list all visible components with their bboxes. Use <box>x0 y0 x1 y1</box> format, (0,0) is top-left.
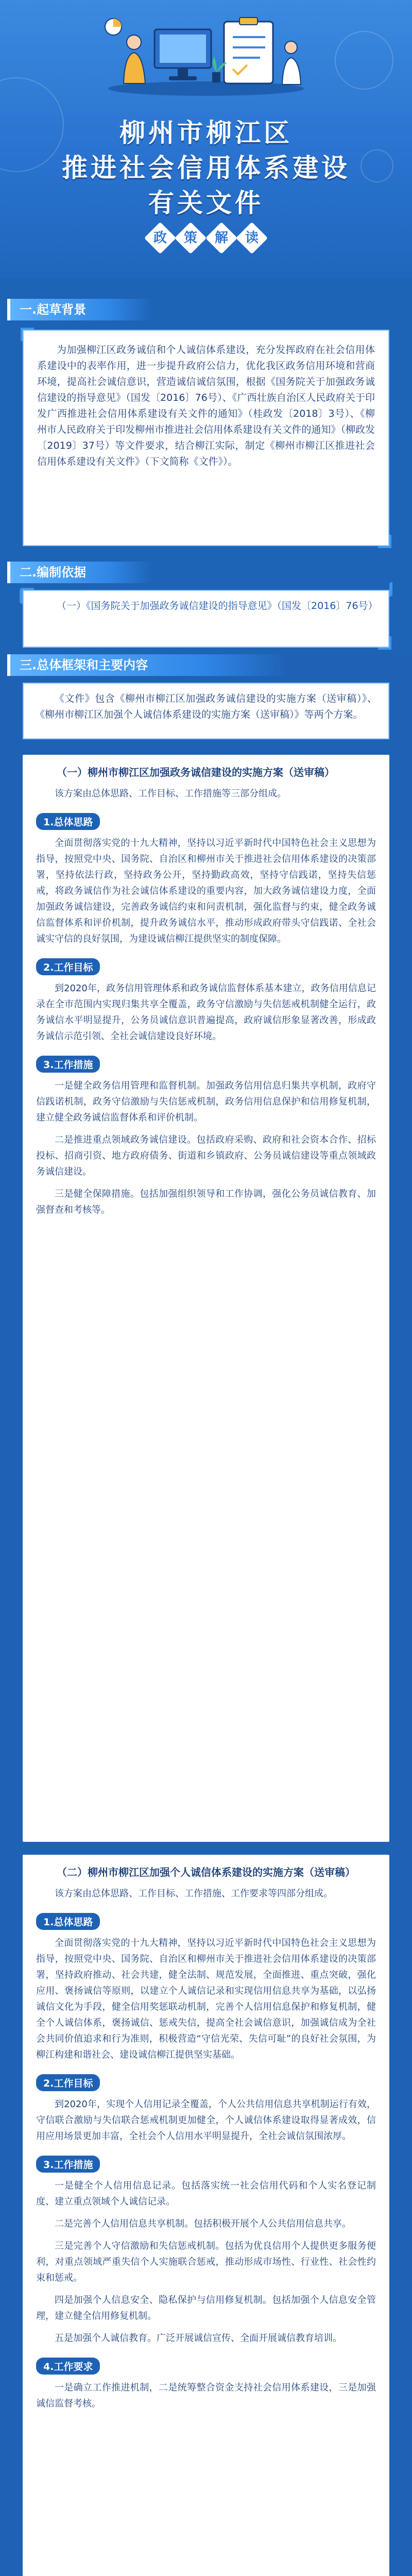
plan1-tag-measures: 3.工作措施 <box>36 1056 100 1073</box>
plan2-tag-approach: 1.总体思路 <box>36 1913 100 1930</box>
badge-char: 读 <box>236 222 268 254</box>
hero-title-line2: 推进社会信用体系建设 <box>62 153 350 183</box>
plan2-panel <box>23 1855 389 2576</box>
plan2-measure-item: 五是加强个人诚信教育。广泛开展诚信宣传、全面开展诚信教育培训。 <box>55 2333 342 2344</box>
plan2-measure-item: 三是完善个人守信激励和失信惩戒机制。包括为优良信用个人提供更多服务便利，对重点领域严重失信个人实施联合惩戒，推动形成市场性、行业性、社会性约束和惩戒。 <box>36 2241 376 2283</box>
plan1-tag-goal: 2.工作目标 <box>36 958 100 975</box>
plan2-measure-item: 一是健全个人信用信息记录。包括落实统一社会信用代码和个人实名登记制度、建立重点领域个人诚信记录。 <box>36 2180 376 2207</box>
plan2-tag-goal: 2.工作目标 <box>36 2074 100 2091</box>
office-illustration <box>98 11 314 99</box>
badge-char: 解 <box>205 222 237 254</box>
policy-badge-row <box>0 227 412 249</box>
plan1-measure-item: 三是健全保障措施。包括加强组织领导和工作协调，强化公务员诚信教育、加强督查和考核等。 <box>36 1189 376 1215</box>
plan2-approach-text: 全面贯彻落实党的十九大精神，坚持以习近平新时代中国特色社会主义思想为指导，按照党中央、国务院、自治区和柳州市关于推进社会信用体系建设的决策部署，坚持政府推动、社会共建，健全法制、规范发展，全面推进、重点突破，强化应用、褒扬诚信等原则，以建立个人诚信记录和实现信用信息共享为基础，以弘扬诚信文化为手段，健全信用奖惩联动机制，完善个人信用信息保护和修复机制，健全个人诚信体系，褒扬诚信、惩戒失信，提高全社会诚信意识，加强诚信成为全社会共同价值追求和行为准则，积极营造“守信光荣、失信可耻”的良好社会氛围，为柳江构建和谐社会、建设诚信柳江提供坚实基础。 <box>36 1938 376 2060</box>
plan1-approach-text: 全面贯彻落实党的十九大精神，坚持以习近平新时代中国特色社会主义思想为指导，按照党中央、国务院、自治区和柳州市关于推进社会信用体系建设的决策部署，坚持依法行政，坚持政务公开，坚持勤政高效，坚持守信践诺，坚持失信惩戒，将政务诚信作为社会诚信体系建设的重要内容，加大政务诚信建设力度，全面加强政务诚信建设，完善政务诚信约束和问责机制，强化监督与约束，健全政务诚信监督体系和评价机制，提升政务诚信水平，推动形成政府带头守信践诺、全社会诚实守信的良好氛围，为建设诚信柳江提供坚实的制度保障。 <box>36 838 376 944</box>
section2-header: 二.编制依据 <box>7 562 153 583</box>
plan1-measure-item: 二是推进重点领域政务诚信建设。包括政府采购、政府和社会资本合作、招标投标、招商引资、地方政府债务、街道和乡镇政府、公务员诚信建设等重点领域政务诚信建设。 <box>36 1134 376 1177</box>
badge-char: 政 <box>144 222 176 254</box>
hero-banner <box>0 0 412 278</box>
section3-header: 三.总体框架和主要内容 <box>7 654 287 676</box>
plan2-measure-item: 二是完善个人信用信息共享机制。包括积极开展个人公共信用信息共享。 <box>55 2218 351 2229</box>
plan2-title: （二）柳州市柳江区加强个人诚信体系建设的实施方案（送审稿） <box>57 1866 355 1878</box>
plan1-title: （一）柳州市柳江区加强政务诚信建设的实施方案（送审稿） <box>57 766 335 778</box>
badge-char: 策 <box>175 222 207 254</box>
plan2-goal-text: 到2020年，实现个人信用记录全覆盖，个人公共信用信息共享机制运行有效，守信联合激励与失信联合惩戒机制更加健全，个人诚信体系建设取得显著成效，信用应用场景更加丰富，全社会个人信用水平明显提升，全社会诚信氛围浓厚。 <box>36 2099 376 2142</box>
plan2-requirements-text: 一是确立工作推进机制，二是统筹整合资金支持社会信用体系建设，三是加强诚信监督考核。 <box>36 2382 376 2409</box>
decor-circle <box>335 31 393 90</box>
plan2-measure-item: 四是加强个人信息安全、隐私保护与信用修复机制。包括加强个人信息安全管理，建立健全信用修复机制。 <box>36 2295 376 2321</box>
hero-title-line3: 有关文件 <box>148 188 264 218</box>
plan2-summary: 该方案由总体思路、工作目标、工作措施、工作要求等四部分组成。 <box>55 1888 333 1899</box>
compilation-basis-references <box>23 590 389 648</box>
section1-box <box>23 330 389 546</box>
section1-body: 为加强柳江区政务诚信和个人诚信体系建设，充分发挥政府在社会信用体系建设中的表率作用，进一步提升政府公信力，优化我区政务信用环境和营商环境，提高社会诚信意识，营造诚信诚信氛围，根据《国务院关于加强政务诚信建设的指导意见》（国发〔2016〕76号）、《广西壮族自治区人民政府关于印发广西推进社会信用体系建设有关文件的通知》（桂政发〔2018〕3号）、《柳州市人民政府关于印发柳州市推进社会信用体系建设有关文件的通知》（柳政发〔2019〕37号）等文件要求，结合柳江实际，制定《柳州市柳江区推进社会信用体系建设有关文件》（下文简称《文件》）。 <box>37 344 375 467</box>
hero-title-line1: 柳州市柳江区 <box>119 118 293 148</box>
plan2-tag-measures: 3.工作措施 <box>36 2156 100 2173</box>
plan1-goal-text: 到2020年，政务信用管理体系和政务诚信监督体系基本建立，政务信用信息记录在全市范围内实现归集共享全覆盖，政务守信激励与失信惩戒机制健全运行，政务诚信水平明显提升，公务员诚信意识普遍提高，政府诚信形象显著改善，形成政务诚信示范引领、全社会诚信建设良好环境。 <box>36 983 376 1042</box>
reference-item: （一）《国务院关于加强政务诚信建设的指导意见》（国发〔2016〕76号） <box>57 600 378 612</box>
section3-intro: 《文件》包含《柳州市柳江区加强政务诚信建设的实施方案（送审稿）》、《柳州市柳江区加强个人诚信体系建设的实施方案（送审稿）》等两个方案。 <box>35 693 377 720</box>
section1-header: 一.起草背景 <box>7 299 153 320</box>
plan1-panel <box>23 755 389 1842</box>
plan1-tag-approach: 1.总体思路 <box>36 813 100 830</box>
plan2-tag-requirements: 4.工作要求 <box>36 2358 100 2375</box>
section3-intro-box <box>23 683 389 739</box>
plan1-summary: 该方案由总体思路、工作目标、工作措施等三部分组成。 <box>55 788 286 799</box>
plan1-measure-item: 一是健全政务信用管理和监督机制。加强政务信用信息归集共享机制，政府守信践诺机制，政务守信激励与失信惩戒机制，政务信用信息保护和信用修复机制，建立健全政务诚信监督体系和评价机制。 <box>36 1080 376 1123</box>
